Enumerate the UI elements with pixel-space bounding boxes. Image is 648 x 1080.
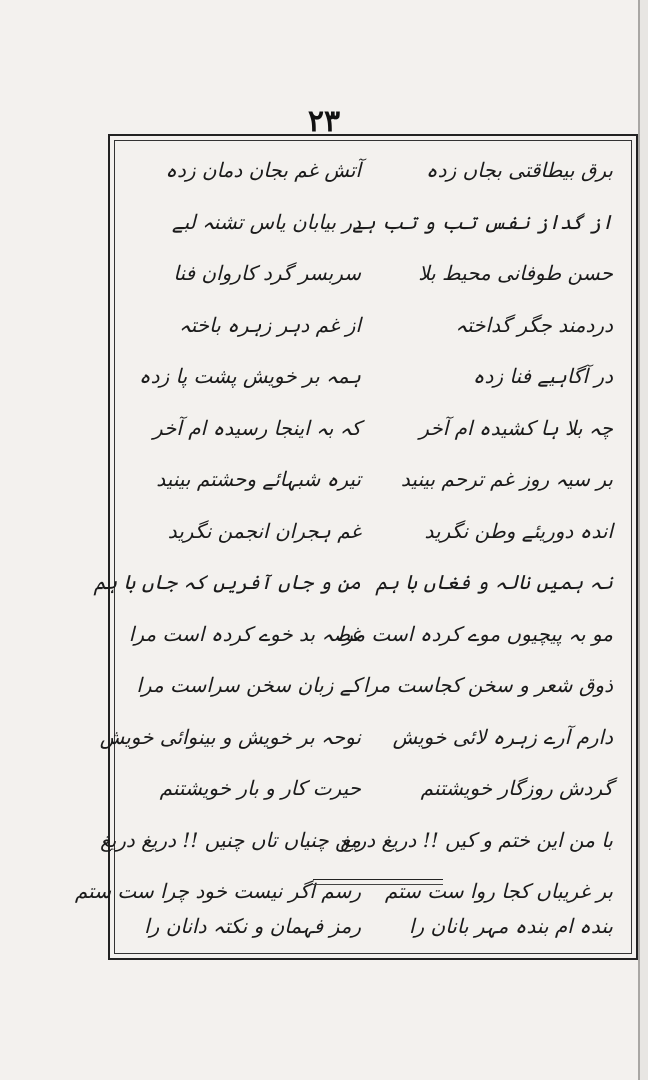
couplet [115,405,631,457]
second-hemistich: کے زبان سخن سراست مرا [136,673,361,697]
section-divider [313,879,443,880]
second-hemistich: نوحہ بر خویش و بینوائی خویش [99,724,361,749]
couplet [115,456,631,508]
couplet [93,559,631,611]
couplet [100,817,631,869]
second-hemistich: من چنیاں تاں چنیں !! دریغ دریغ [100,827,361,852]
second-hemistich: حیرت کار و بار خویشتنم [159,776,361,800]
section-divider-secondary [313,884,443,885]
second-hemistich: ہمہ بر خویش پشت پا زدہ [138,364,361,388]
first-hemistich: دردمند جگر گداختہ [455,312,613,337]
first-hemistich: بندہ ام بندہ مہر بانان را [408,914,613,938]
couplet [115,199,631,251]
first-hemistich: ذوق شعر و سخن کجاست مرا [362,673,613,697]
second-hemistich: من و جاں آفریں کہ جاں با ہم [93,570,361,594]
couplet [115,250,631,302]
couplet [115,508,631,560]
first-hemistich: نہ ہمیں نالہ و فغاں با ہم [375,570,613,594]
page-number: ۲۳ [307,104,341,139]
first-hemistich: گردش روزگار خویشتنم [420,776,613,800]
first-hemistich: چہ بلا ہا کشیدہ ام آخر [419,415,613,440]
first-hemistich: دارم آرے زہرہ لائی خویش [392,724,613,749]
couplet [115,662,631,714]
first-hemistich: بر سیہ روز غم ترحم بینید [400,467,613,491]
poem-frame [74,134,638,960]
second-hemistich: در بیابان یاس تشنہ لبے [171,209,361,234]
second-hemistich: آتش غم بجان دمان زدہ [165,158,361,182]
poem-frame-inner [74,140,632,954]
second-hemistich: رمز فہمان و نکتہ دانان را [144,914,361,938]
second-hemistich: رسم اگر نیست خود چرا ست ستم [74,879,361,903]
second-hemistich: تیرہ شبہائے وحشتم بینید [156,467,361,491]
final-couplet [115,903,631,943]
first-hemistich: از گداز نفس تب و تب ہے [352,209,613,234]
second-hemistich: از غم دہر زہرہ باختہ [179,312,361,337]
second-hemistich: کہ بہ اینجا رسیدہ ام آخر [152,415,361,440]
couplet-list [74,147,631,920]
first-hemistich: با من این ختم و کیں !! دریغ دریغ [340,827,613,852]
first-hemistich: بر غریباں کجا روا ست ستم [384,879,613,903]
couplet [115,302,631,354]
second-hemistich: سربسر گرد کاروان فنا [173,261,361,285]
couplet [115,765,631,817]
couplet [99,714,631,766]
first-hemistich: مو بہ پیچیوں موے کردہ است مرا [337,621,613,646]
page-edge-line [638,0,640,1080]
second-hemistich: غصہ بد خوے کردہ است مرا [128,621,361,646]
first-hemistich: حسن طوفانی محیط بلا [418,261,613,285]
first-hemistich: اندہ دوریئے وطن نگرید [424,518,613,543]
couplet [115,611,631,663]
first-hemistich: در آگاہیے فنا زدہ [472,364,613,388]
couplet [115,353,631,405]
page-margin [640,0,648,1080]
first-hemistich: برق بیطاقتی بجاں زدہ [425,158,613,182]
couplet [115,147,631,199]
second-hemistich: غم ہجران انجمن نگرید [167,518,361,543]
